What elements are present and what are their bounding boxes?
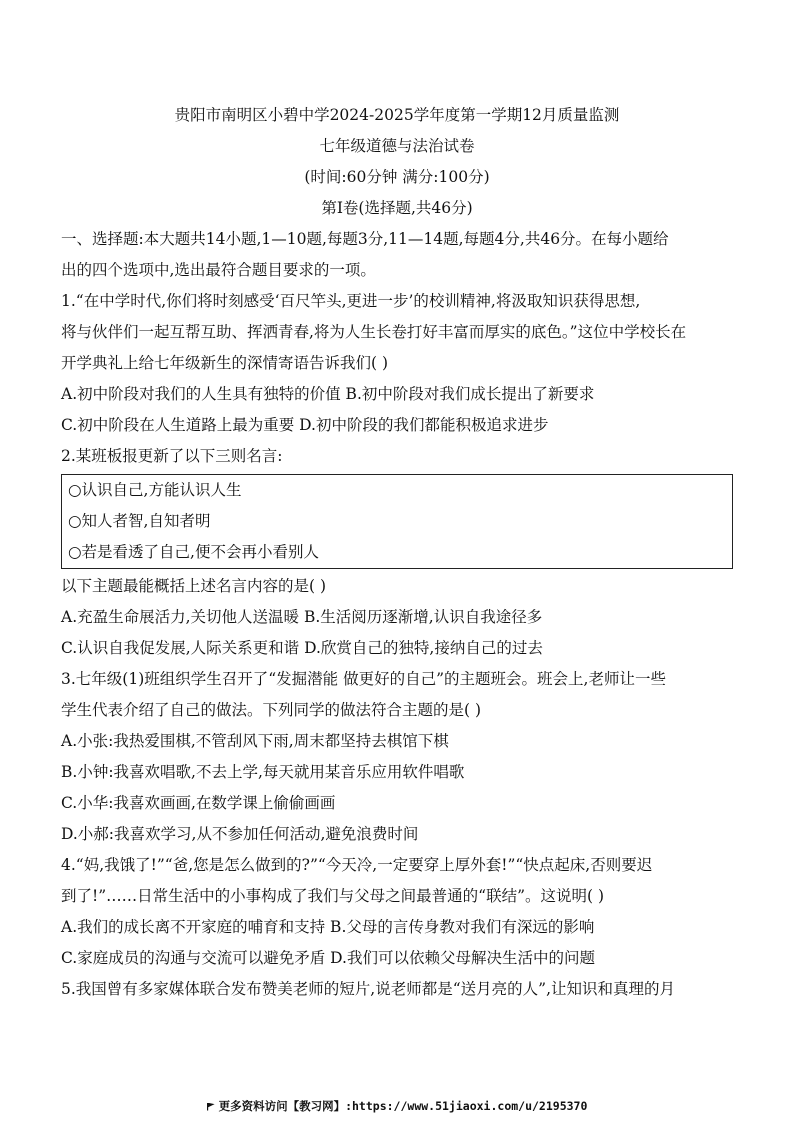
quote-item: ○若是看透了自己,便不会再小看别人 [68, 543, 319, 561]
q3-option-d: D.小郝:我喜欢学习,从不参加任何活动,避免浪费时间 [61, 825, 419, 843]
q1-stem-line-2: 将与伙伴们一起互帮互助、挥洒青春,将为人生长卷打好丰富而厚实的底色。”这位中学校长在 [61, 323, 687, 341]
quotes-box [61, 474, 733, 569]
q3-option-c: C.小华:我喜欢画画,在数学课上偷偷画画 [61, 794, 336, 812]
flag-icon [207, 1103, 215, 1111]
question-5 [61, 974, 733, 1005]
q4-options-line-2: C.家庭成员的沟通与交流可以避免矛盾 D.我们可以依赖父母解决生活中的问题 [61, 949, 595, 967]
q4-stem-line-2: 到了!”……日常生活中的小事构成了我们与父母之间最普通的“联结”。这说明( ) [61, 887, 605, 905]
q1-options-line-1: A.初中阶段对我们的人生具有独特的价值 B.初中阶段对我们成长提出了新要求 [61, 385, 595, 403]
quote-item: ○认识自己,方能认识人生 [68, 481, 242, 499]
question-4 [61, 850, 733, 974]
q2-question: 以下主题最能概括上述名言内容的是( ) [61, 577, 327, 595]
question-3 [61, 664, 733, 850]
question-1 [61, 286, 733, 441]
time-info: (时间:60分钟 满分:100分) [304, 168, 490, 186]
q3-option-b: B.小钟:我喜欢唱歌,不去上学,每天就用某音乐应用软件唱歌 [61, 763, 465, 781]
exam-title: 贵阳市南明区小碧中学2024-2025学年度第一学期12月质量监测 [174, 106, 620, 124]
q1-stem-line-1: 1.“在中学时代,你们将时刻感受‘百尺竿头,更进一步’的校训精神,将汲取知识获得思想, [61, 292, 641, 310]
q5-stem-line-1: 5.我国曾有多家媒体联合发布赞美老师的短片,说老师都是“送月亮的人”,让知识和真理的月 [61, 980, 675, 998]
footer [0, 1098, 794, 1114]
q2-options-line-1: A.充盈生命展活力,关切他人送温暖 B.生活阅历逐渐增,认识自我途径多 [61, 608, 543, 626]
q3-option-a: A.小张:我热爱围棋,不管刮风下雨,周末都坚持去棋馆下棋 [61, 732, 449, 750]
q2-stem: 2.某班板报更新了以下三则名言: [61, 447, 283, 465]
footer-link[interactable]: 更多资料访问【教习网】:https://www.51jiaoxi.com/u/2195370 [218, 1099, 588, 1113]
instructions-line-2: 出的四个选项中,选出最符合题目要求的一项。 [61, 261, 376, 279]
q1-stem-line-3: 开学典礼上给七年级新生的深情寄语告诉我们( ) [61, 354, 389, 372]
q4-stem-line-1: 4.“妈,我饿了!”“爸,您是怎么做到的?”“今天冷,一定要穿上厚外套!”“快点起床,否则要迟 [61, 856, 653, 874]
exam-page [61, 100, 733, 1005]
exam-subtitle: 七年级道德与法治试卷 [319, 137, 475, 155]
question-2 [61, 441, 733, 664]
section-title: 第Ⅰ卷(选择题,共46分) [321, 199, 473, 217]
q4-options-line-1: A.我们的成长离不开家庭的哺育和支持 B.父母的言传身教对我们有深远的影响 [61, 918, 595, 936]
q3-stem-line-2: 学生代表介绍了自己的做法。下列同学的做法符合主题的是( ) [61, 701, 482, 719]
q2-options-line-2: C.认识自我促发展,人际关系更和谐 D.欣赏自己的独特,接纳自己的过去 [61, 639, 543, 657]
q1-options-line-2: C.初中阶段在人生道路上最为重要 D.初中阶段的我们都能积极追求进步 [61, 416, 549, 434]
quote-item: ○知人者智,自知者明 [68, 512, 211, 530]
instructions-line-1: 一、选择题:本大题共14小题,1—10题,每题3分,11—14题,每题4分,共46分。在每小题给 [61, 230, 669, 248]
q3-stem-line-1: 3.七年级(1)班组织学生召开了“发掘潜能 做更好的自己”的主题班会。班会上,老师让一些 [61, 670, 666, 688]
